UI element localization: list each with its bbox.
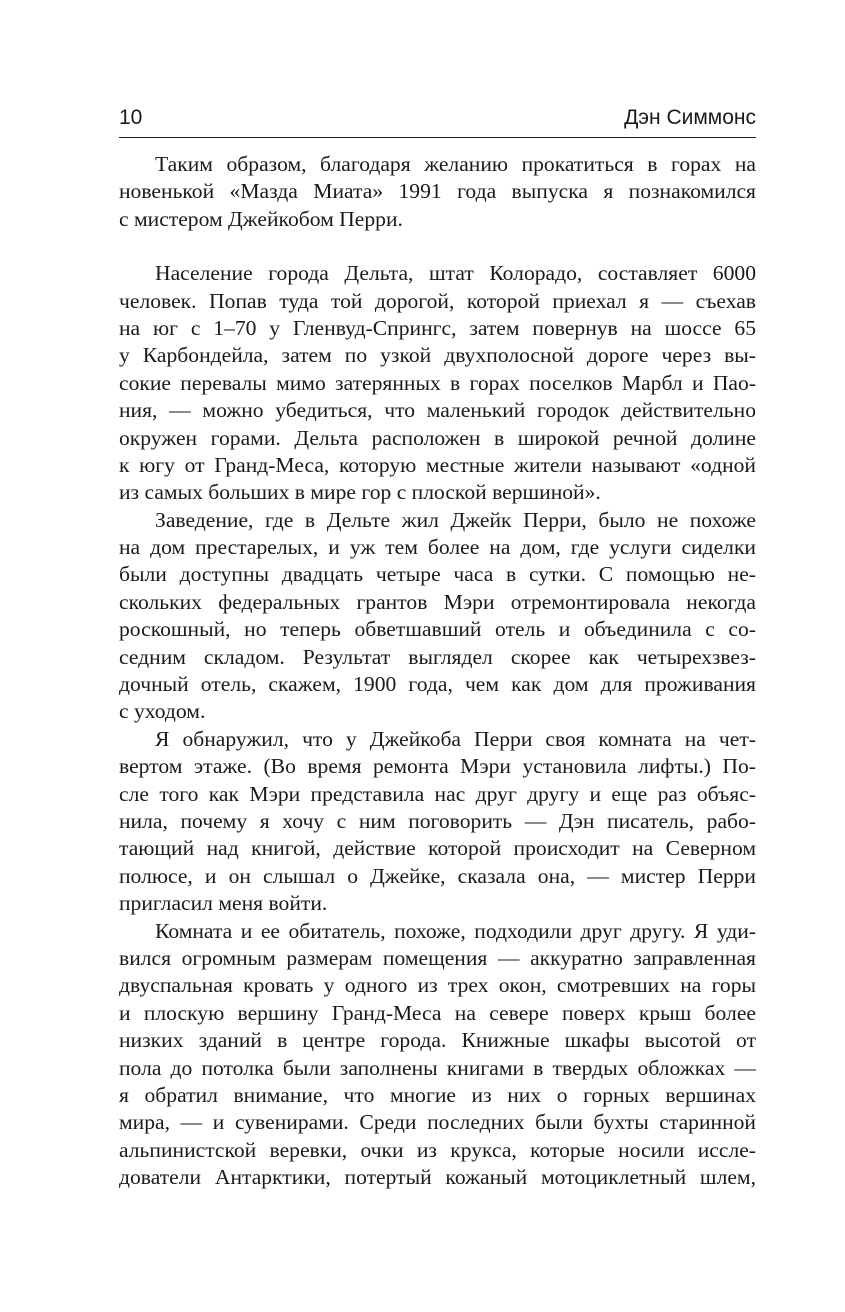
text-line: с уходом.	[119, 699, 206, 724]
text-line: из самых больших в мире гор с плоской вершиной».	[119, 480, 601, 505]
text-line: роскошный, но теперь обветшавший отель и объединила с со-	[119, 617, 756, 642]
text-line: на юг с 1–70 у Гленвуд-Спрингс, затем повернув на шоссе 65	[119, 315, 756, 340]
text-line: скольких федеральных грантов Мэри отремонтировала некогда	[119, 589, 756, 614]
text-line: низких зданий в центре города. Книжные шкафы высотой от	[119, 1028, 756, 1053]
text-line: Заведение, где в Дельте жил Джейк Перри, было не похоже	[155, 507, 756, 532]
paragraph-2	[119, 260, 756, 507]
text-line: дователи Антарктики, потертый кожаный мотоциклетный шлем,	[119, 1165, 756, 1190]
text-line: Население города Дельта, штат Колорадо, составляет 6000	[155, 261, 756, 286]
body-text	[119, 151, 756, 1191]
text-line: сле того как Мэри представила нас друг другу и еще раз объяс-	[119, 781, 756, 806]
book-page	[119, 104, 756, 1191]
header-rule	[119, 137, 756, 138]
text-line: и плоскую вершину Гранд-Меса на севере поверх крыш более	[119, 1000, 756, 1025]
paragraph-4	[119, 726, 756, 918]
text-line: двуспальная кровать у одного из трех окон, смотревших на горы	[119, 973, 756, 998]
text-line: я обратил внимание, что многие из них о горных вершинах	[119, 1082, 756, 1107]
text-line: дочный отель, скажем, 1900 года, чем как дом для проживания	[119, 672, 756, 697]
text-line: альпинистской веревки, очки из крукса, которые носили иссле-	[119, 1137, 756, 1162]
text-line: вертом этаже. (Во время ремонта Мэри установила лифты.) По-	[119, 754, 756, 779]
text-line: пригласил меня войти.	[119, 891, 328, 916]
text-line: полюсе, и он слышал о Джейке, сказала она, — мистер Перри	[119, 863, 756, 888]
author-name: Дэн Симмонс	[624, 106, 756, 129]
text-line: человек. Попав туда той дорогой, которой приехал я — съехав	[119, 288, 756, 313]
text-line: сокие перевалы мимо затерянных в горах поселков Марбл и Пао-	[119, 370, 756, 395]
text-line: Я обнаружил, что у Джейкоба Перри своя комната на чет-	[155, 726, 756, 751]
paragraph-3	[119, 507, 756, 726]
page-number: 10	[119, 106, 143, 129]
text-line: мира, — и сувенирами. Среди последних были бухты старинной	[119, 1110, 756, 1135]
paragraph-5	[119, 918, 756, 1192]
text-line: у Карбондейла, затем по узкой двухполосной дороге через вы-	[119, 343, 756, 368]
text-line: пола до потолка были заполнены книгами в твердых обложках —	[119, 1055, 756, 1080]
text-line: на дом престарелых, и уж тем более на дом, где услуги сиделки	[119, 535, 756, 560]
text-line: были доступны двадцать четыре часа в сутки. С помощью не-	[119, 562, 756, 587]
text-line: окружен горами. Дельта расположен в широкой речной долине	[119, 425, 756, 450]
text-line: седним складом. Результат выглядел скорее как четырехзвез-	[119, 644, 756, 669]
text-line: Комната и ее обитатель, похоже, подходили друг другу. Я уди-	[155, 918, 756, 943]
text-line: к югу от Гранд-Меса, которую местные жители называют «одной	[119, 452, 756, 477]
text-line: новенькой «Мазда Миата» 1991 года выпуска я познакомился	[119, 179, 756, 204]
text-line: нила, почему я хочу с ним поговорить — Дэн писатель, рабо-	[119, 808, 756, 833]
paragraph-1	[119, 151, 756, 233]
text-line: вился огромным размерам помещения — аккуратно заправленная	[119, 945, 756, 970]
text-line: Таким образом, благодаря желанию прокатиться в горах на	[155, 152, 756, 176]
text-line: ния, — можно убедиться, что маленький городок действительно	[119, 398, 756, 423]
text-line: тающий над книгой, действие которой происходит на Северном	[119, 836, 756, 861]
running-head	[119, 104, 756, 132]
text-line: с мистером Джейкобом Перри.	[119, 206, 403, 231]
